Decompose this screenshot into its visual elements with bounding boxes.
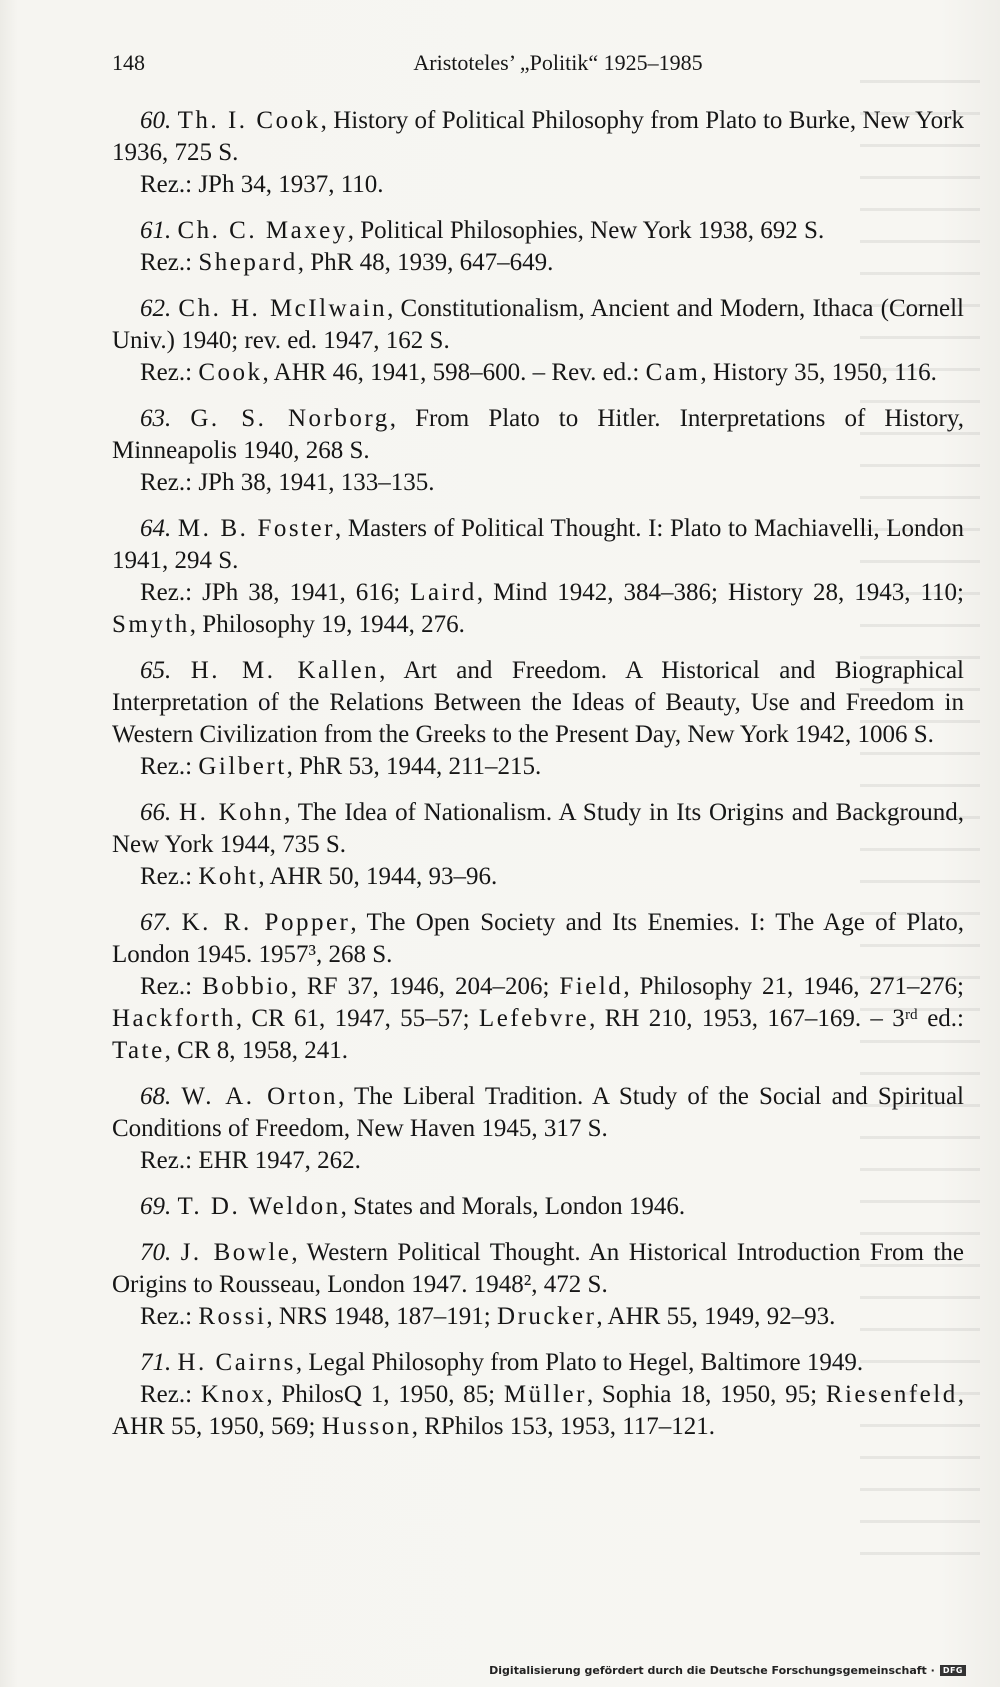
entry-number: 64.	[140, 515, 172, 542]
reviewer-name: Cam	[645, 359, 701, 386]
author-name: H. Cairns	[177, 1349, 296, 1376]
reviewer-name: Drucker	[497, 1303, 597, 1330]
author-name: K. R. Popper	[181, 909, 351, 936]
entry-citation	[112, 403, 964, 467]
entry-review	[112, 971, 964, 1067]
citation-text: , Political Philosophies, New York 1938, 692 S.	[347, 217, 825, 244]
entry-citation	[112, 293, 964, 357]
running-title: Aristoteles’ „Politik“ 1925–1985	[413, 50, 703, 75]
author-name: M. B. Foster	[177, 515, 335, 542]
bibliography-entry	[112, 1081, 964, 1177]
entry-number: 67.	[140, 909, 172, 936]
bibliography-entry	[112, 1347, 964, 1443]
bibliography-entry	[112, 1191, 964, 1223]
entry-review	[112, 169, 964, 201]
author-name: Ch. C. Maxey	[177, 217, 348, 244]
page-number: 148	[112, 50, 145, 75]
entry-citation	[112, 1237, 964, 1301]
reviewer-name: Laird	[410, 579, 477, 606]
review-text: Rez.:	[140, 973, 203, 1000]
review-text: , PhilosQ 1, 1950, 85;	[266, 1381, 504, 1408]
citation-text: , Legal Philosophy from Plato to Hegel, Baltimore 1949.	[295, 1349, 864, 1376]
review-text: , Mind 1942, 384–386; History 28, 1943, 110;	[476, 579, 964, 606]
entry-review	[112, 247, 964, 279]
reviewer-name: Gilbert	[198, 753, 287, 780]
entry-citation	[112, 907, 964, 971]
review-text: , PhR 48, 1939, 647–649.	[297, 249, 554, 276]
entry-number: 69.	[140, 1193, 172, 1220]
review-text: , AHR 55, 1950, 569;	[112, 1381, 964, 1440]
reviewer-name: Lefebvre	[478, 1005, 590, 1032]
reviewer-name: Müller	[503, 1381, 587, 1408]
entry-citation	[112, 1191, 964, 1223]
dfg-logo: DFG	[940, 1665, 966, 1676]
entry-citation	[112, 513, 964, 577]
entry-citation	[112, 797, 964, 861]
entry-review	[112, 467, 964, 499]
review-text: , AHR 50, 1944, 93–96.	[258, 863, 498, 890]
reviewer-name: Riesenfeld	[825, 1381, 958, 1408]
entry-number: 63.	[140, 405, 172, 432]
footer-text: Digitalisierung gefördert durch die Deutsche Forschungsgemeinschaft ·	[489, 1664, 935, 1677]
reviewer-name: Rossi	[198, 1303, 267, 1330]
citation-text: , Western Political Thought. An Historical Introduction From the Origins to Rousseau, London 1947. 1948², 472 S.	[112, 1239, 964, 1298]
bibliography-entry	[112, 907, 964, 1067]
author-name: Ch. H. McIlwain	[178, 295, 388, 322]
entry-review	[112, 1145, 964, 1177]
entry-citation	[112, 215, 964, 247]
review-text: , AHR 55, 1949, 92–93.	[596, 1303, 836, 1330]
bibliography-entry	[112, 797, 964, 893]
citation-text: , History of Political Philosophy from Plato to Burke, New York 1936, 725 S.	[112, 107, 964, 166]
author-name: T. D. Weldon	[177, 1193, 341, 1220]
review-text: , RPhilos 153, 1953, 117–121.	[411, 1413, 716, 1440]
review-text: , PhR 53, 1944, 211–215.	[286, 753, 542, 780]
entry-number: 68.	[140, 1083, 172, 1110]
review-text: , AHR 46, 1941, 598–600. – Rev. ed.:	[262, 359, 646, 386]
review-text: , History 35, 1950, 116.	[700, 359, 937, 386]
author-name: J. Bowle	[180, 1239, 292, 1266]
entry-review	[112, 577, 964, 641]
entry-number: 70.	[140, 1239, 172, 1266]
author-name: Th. I. Cook	[177, 107, 321, 134]
bibliography-entry	[112, 105, 964, 201]
review-text: , CR 8, 1958, 241.	[164, 1037, 349, 1064]
reviewer-name: Cook	[198, 359, 263, 386]
page-header	[112, 50, 964, 84]
entry-number: 71.	[140, 1349, 172, 1376]
bibliography-entry	[112, 403, 964, 499]
review-text: , Philosophy 21, 1946, 271–276;	[623, 973, 964, 1000]
review-text: Rez.:	[140, 753, 199, 780]
review-text: , NRS 1948, 187–191;	[266, 1303, 498, 1330]
review-text: , Philosophy 19, 1944, 276.	[189, 611, 465, 638]
author-name: W. A. Orton	[181, 1083, 339, 1110]
entry-citation	[112, 1081, 964, 1145]
review-text: Rez.:	[140, 359, 199, 386]
review-text: Rez.: JPh 38, 1941, 616;	[140, 579, 411, 606]
citation-text: , From Plato to Hitler. Interpretations of History, Minneapolis 1940, 268 S.	[112, 405, 964, 464]
entry-review	[112, 861, 964, 893]
digitization-footer	[489, 1664, 966, 1677]
citation-text: , Art and Freedom. A Historical and Biographical Interpretation of the Relations Between the Ideas of Beauty, Use and Freedom in Western Civilization from the Greeks to the Present Day, New York 1942, 1006 S.	[112, 657, 965, 748]
bibliography-entry	[112, 513, 964, 641]
author-name: H. M. Kallen	[190, 657, 380, 684]
entry-number: 60.	[140, 107, 172, 134]
review-text: , RF 37, 1946, 204–206;	[290, 973, 560, 1000]
citation-text: , States and Morals, London 1946.	[340, 1193, 686, 1220]
citation-text: , Constitutionalism, Ancient and Modern, Ithaca (Cornell Univ.) 1940; rev. ed. 1947, 162 S.	[112, 295, 964, 354]
review-text: Rez.:	[140, 1381, 201, 1408]
review-text: Rez.:	[140, 1303, 199, 1330]
bibliography-entry	[112, 1237, 964, 1333]
reviewer-name: Koht	[198, 863, 259, 890]
reviewer-name: Field	[559, 973, 624, 1000]
author-name: H. Kohn	[179, 799, 285, 826]
citation-text: , The Liberal Tradition. A Study of the Social and Spiritual Conditions of Freedom, New Haven 1945, 317 S.	[112, 1083, 965, 1142]
entry-number: 61.	[140, 217, 172, 244]
reviewer-name: Smyth	[112, 611, 190, 638]
entry-citation	[112, 105, 964, 169]
entry-number: 65.	[140, 657, 172, 684]
entry-number: 62.	[140, 295, 172, 322]
reviewer-name: Shepard	[198, 249, 298, 276]
citation-text: , Masters of Political Thought. I: Plato to Machiavelli, London 1941, 294 S.	[112, 515, 965, 574]
reviewer-name: Knox	[200, 1381, 267, 1408]
author-name: G. S. Norborg	[190, 405, 390, 432]
entry-review	[112, 1301, 964, 1333]
bibliography-entry	[112, 215, 964, 279]
reviewer-name: Hackforth	[112, 1005, 236, 1032]
entry-citation	[112, 1347, 964, 1379]
review-text: Rez.:	[140, 863, 199, 890]
review-text: , CR 61, 1947, 55–57;	[235, 1005, 479, 1032]
review-text: Rez.: EHR 1947, 262.	[140, 1147, 361, 1174]
entry-review	[112, 357, 964, 389]
reviewer-name: Husson	[321, 1413, 412, 1440]
reviewer-name: Tate	[112, 1037, 165, 1064]
bibliography-entry	[112, 293, 964, 389]
entry-review	[112, 1379, 964, 1443]
citation-text: , The Idea of Nationalism. A Study in Its Origins and Background, New York 1944, 735 S.	[112, 799, 965, 858]
review-text: , Sophia 18, 1950, 95;	[586, 1381, 826, 1408]
bibliography-list	[112, 105, 964, 1457]
entry-review	[112, 751, 964, 783]
review-text: , RH 210, 1953, 167–169. – 3ʳᵈ ed.:	[589, 1005, 965, 1032]
reviewer-name: Bobbio	[202, 973, 291, 1000]
entry-citation	[112, 655, 964, 751]
review-text: Rez.: JPh 34, 1937, 110.	[140, 171, 384, 198]
entry-number: 66.	[140, 799, 172, 826]
bibliography-entry	[112, 655, 964, 783]
review-text: Rez.: JPh 38, 1941, 133–135.	[140, 469, 435, 496]
citation-text: , The Open Society and Its Enemies. I: The Age of Plato, London 1945. 1957³, 268 S.	[112, 909, 964, 968]
review-text: Rez.:	[140, 249, 199, 276]
